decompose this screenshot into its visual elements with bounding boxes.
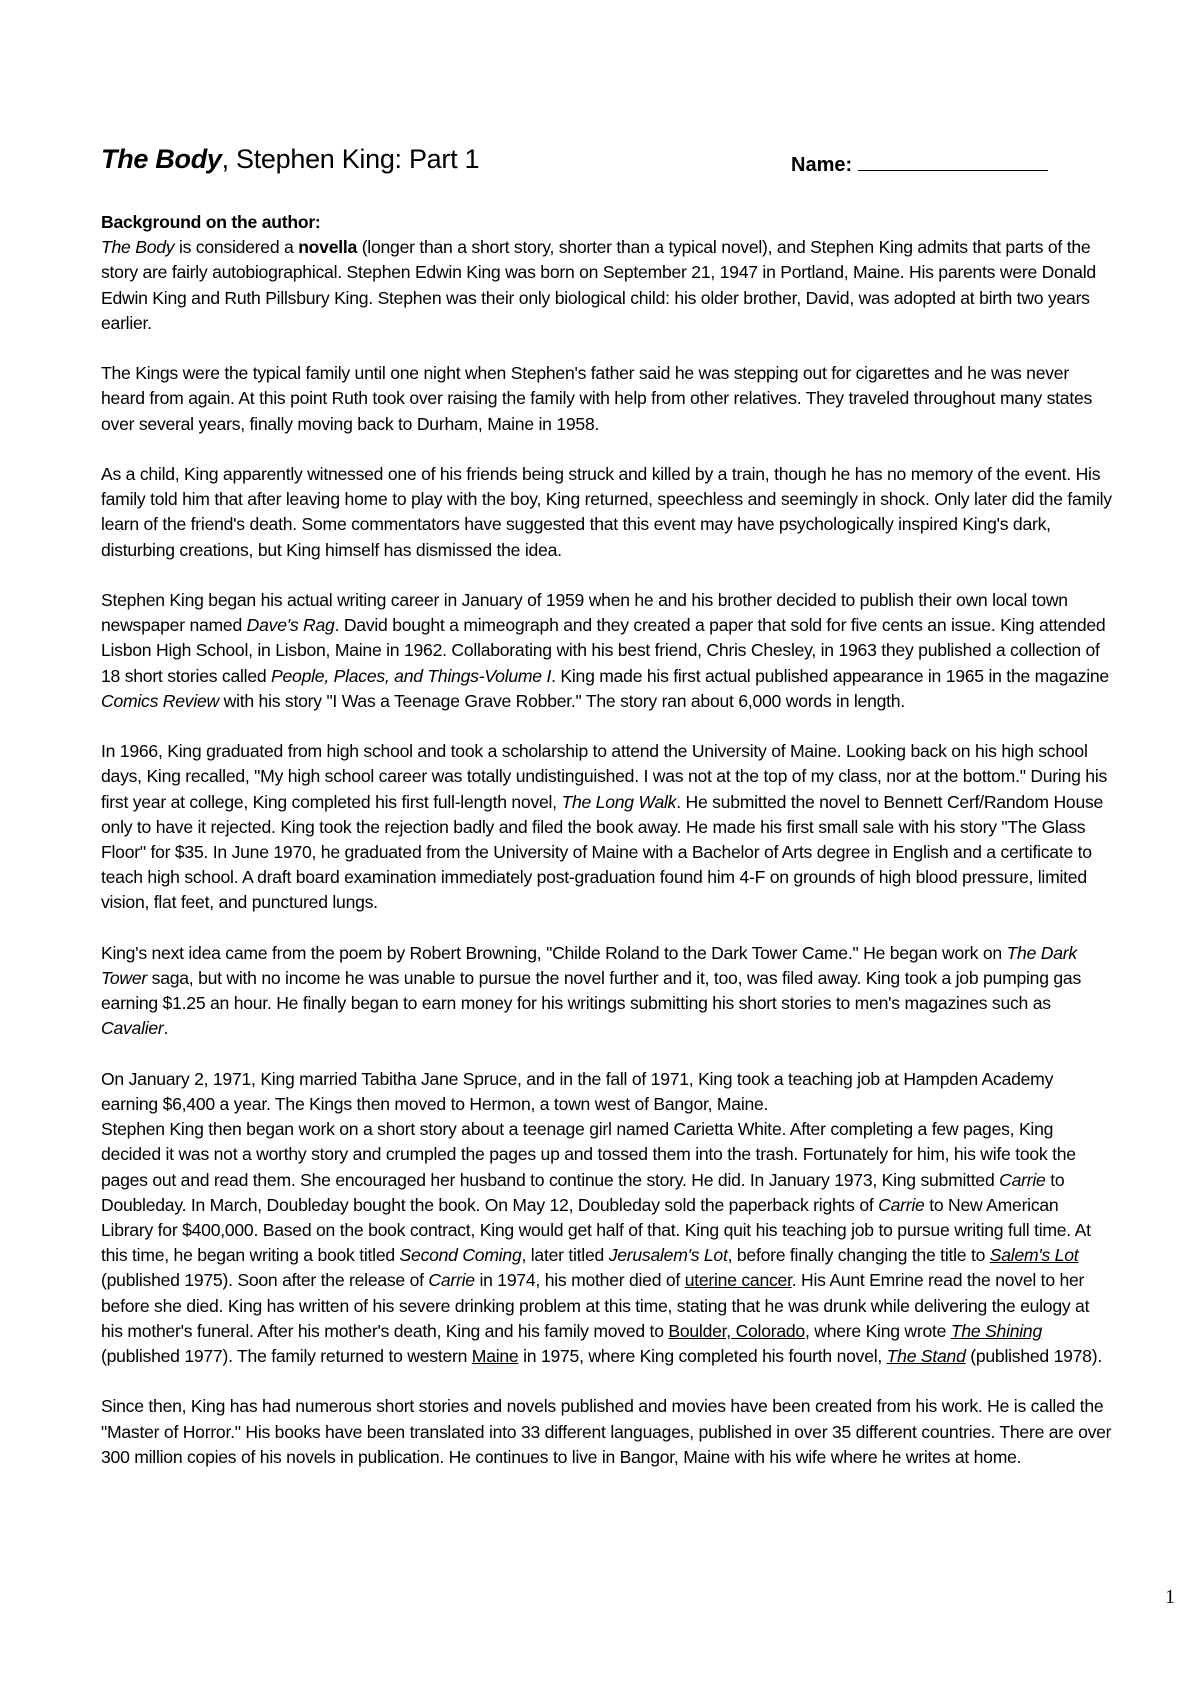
- paragraph-1: [101, 235, 1113, 336]
- p8-carrie-3: Carrie: [428, 1270, 475, 1291]
- p4-people-places: People, Places, and Things-Volume I: [271, 665, 552, 686]
- p4-comics-review: Comics Review: [101, 690, 219, 711]
- p8-text-19: (published 1977). The family returned to western: [101, 1346, 472, 1367]
- page-number: 1: [1165, 1586, 1175, 1608]
- section-heading-block: [101, 210, 1113, 235]
- p8-uterine-cancer-link[interactable]: uterine cancer: [684, 1270, 792, 1291]
- section-heading: Background on the author:: [101, 212, 321, 232]
- p4-daves-rag: Dave's Rag: [246, 615, 335, 636]
- p8-salems-lot-link[interactable]: Salem's Lot: [989, 1245, 1079, 1266]
- p8-text-13: in 1974, his mother died of: [474, 1270, 685, 1291]
- p1-text-b: (longer than a short story, shorter than a typical novel), and Stephen King admits that parts of the story are fairly autobiographical. Stephen Edwin King was born on September 21, 1947 in Portland, Maine. His parents were Donald Edwin King and Ruth Pillsbury King. Stephen was their only biological child: his older brother, David, was adopted at birth two years earlier.: [101, 237, 1096, 333]
- p6-cavalier: Cavalier: [101, 1018, 164, 1039]
- p8-text-21: in 1975, where King completed his fourth novel,: [518, 1346, 887, 1367]
- name-field[interactable]: [791, 152, 1048, 177]
- p6-text-c: .: [163, 1018, 169, 1039]
- p6-text-b: saga, but with no income he was unable to pursue the novel further and it, too, was filed away. King took a job pumping gas earning $1.25 an hour. He finally began to earn money for his writings submitting his short stories to men's magazines such as: [101, 968, 1081, 1014]
- name-blank-line[interactable]: [858, 152, 1048, 171]
- p8-carrie-1: Carrie: [999, 1169, 1046, 1190]
- paragraph-2: [101, 361, 1113, 437]
- p4-text-b: . David bought a mimeograph and they created a paper that sold for five cents an issue. King attended Lisbon High School, in Lisbon, Maine in 1962. Collaborating with his best friend, Chris Chesley, in 1963 they published a collection of 18 short stories called: [101, 615, 1106, 686]
- p8-text-11: (published 1975). Soon after the release of: [101, 1270, 429, 1291]
- p4-text-c: . King made his first actual published appearance in 1965 in the magazine: [551, 665, 1109, 686]
- paragraph-7: [101, 1067, 1113, 1117]
- title-row: [101, 144, 1113, 184]
- p4-text-a: Stephen King began his actual writing career in January of 1959 when he and his brother decided to publish their own local town newspaper named: [101, 590, 1068, 636]
- p8-jerusalems-lot: Jerusalem's Lot: [608, 1245, 728, 1266]
- p2-text: The Kings were the typical family until one night when Stephen's father said he was stepping out for cigarettes and he was never heard from again. At this point Ruth took over raising the family with help from other relatives. They traveled throughout many states over several years, finally moving back to Durham, Maine in 1958.: [101, 363, 1093, 434]
- p8-the-stand-link[interactable]: The Stand: [886, 1346, 966, 1367]
- p8-text-23: (published 1978).: [965, 1346, 1102, 1367]
- p3-text: As a child, King apparently witnessed one of his friends being struck and killed by a train, though he has no memory of the event. His family told him that after leaving home to play with the boy, King returned, speechless and seemingly in shock. Only later did the family learn of the friend's death. Some commentators have suggested that this event may have psychologically inspired King's dark, disturbing creations, but King himself has dismissed the idea.: [101, 464, 1112, 560]
- p6-text-a: King's next idea came from the poem by Robert Browning, "Childe Roland to the Dark Tower Came." He began work on: [101, 942, 1007, 963]
- p6-dark-tower: The Dark Tower: [101, 942, 1077, 989]
- p8-carrie-2: Carrie: [878, 1194, 925, 1215]
- p8-the-shining-link[interactable]: The Shining: [950, 1320, 1042, 1341]
- p8-text-15: . His Aunt Emrine read the novel to her before she died. King has written of his severe drinking problem at this time, stating that he was drunk while delivering the eulogy at his mother's funeral. After his mother's death, King and his family moved to: [101, 1270, 1090, 1341]
- p5-long-walk: The Long Walk: [561, 791, 677, 812]
- p1-novella-bold: novella: [298, 237, 358, 258]
- p8-second-coming: Second Coming: [399, 1245, 522, 1266]
- document-title: [101, 144, 479, 175]
- paragraph-6: [101, 941, 1113, 1042]
- p4-text-d: with his story "I Was a Teenage Grave Robber." The story ran about 6,000 words in length.: [218, 690, 905, 711]
- name-label: Name:: [791, 154, 853, 176]
- p8-text-7: , later titled: [521, 1245, 609, 1266]
- title-rest: , Stephen King: Part 1: [221, 144, 480, 174]
- p8-text-1: Stephen King then began work on a short story about a teenage girl named Carietta White. After completing a few pages, King decided it was not a worthy story and crumpled the pages up and tossed them into the trash. Fortunately for him, his wife took the pages out and read them. She encouraged her husband to continue the story. He did. In January 1973, King submitted: [101, 1119, 1076, 1190]
- paragraph-8: [101, 1117, 1113, 1369]
- p8-boulder-colorado-link[interactable]: Boulder, Colorado: [668, 1320, 805, 1341]
- p1-text-a: is considered a: [174, 237, 299, 258]
- p8-text-5: to New American Library for $400,000. Based on the book contract, King would get half of that. King quit his teaching job to pursue writing full time. At this time, he began writing a book titled: [101, 1194, 1091, 1266]
- p9-text: Since then, King has had numerous short stories and novels published and movies have been created from his work. He is called the "Master of Horror." His books have been translated into 33 different languages, published in over 35 different countries. There are over 300 million copies of his novels in publication. He continues to live in Bangor, Maine with his wife where he writes at home.: [101, 1396, 1112, 1467]
- document-page: [101, 0, 1175, 1696]
- p8-text-9: , before finally changing the title to: [727, 1245, 990, 1266]
- p8-maine-link[interactable]: Maine: [471, 1346, 519, 1367]
- paragraph-3: [101, 462, 1113, 563]
- p7-text: On January 2, 1971, King married Tabitha Jane Spruce, and in the fall of 1971, King took a teaching job at Hampden Academy earning $6,400 a year. The Kings then moved to Hermon, a town west of Bangor, Maine.: [101, 1068, 1054, 1115]
- title-italic: The Body: [101, 144, 222, 174]
- paragraph-4: [101, 588, 1113, 714]
- p8-text-3: to Doubleday. In March, Doubleday bought the book. On May 12, Doubleday sold the paperback rights of: [101, 1169, 1065, 1215]
- p5-text-a: In 1966, King graduated from high school and took a scholarship to attend the University of Maine. Looking back on his high school days, King recalled, "My high school career was totally undistinguished. I was not at the top of my class, nor at the bottom." During his first year at college, King completed his first full-length novel,: [101, 741, 1108, 812]
- paragraph-5: [101, 739, 1113, 915]
- body-text: [101, 210, 1113, 1495]
- paragraph-9: [101, 1394, 1113, 1470]
- p1-title-italic: The Body: [101, 237, 175, 258]
- p8-text-17: , where King wrote: [804, 1320, 951, 1341]
- p5-text-b: . He submitted the novel to Bennett Cerf/Random House only to have it rejected. King took the rejection badly and filed the book away. He made his first small sale with his story "The Glass Floor" for $35. In June 1970, he graduated from the University of Maine with a Bachelor of Arts degree in English and a certificate to teach high school. A draft board examination immediately post-graduation found him 4-F on grounds of high blood pressure, limited vision, flat feet, and punctured lungs.: [101, 791, 1104, 913]
